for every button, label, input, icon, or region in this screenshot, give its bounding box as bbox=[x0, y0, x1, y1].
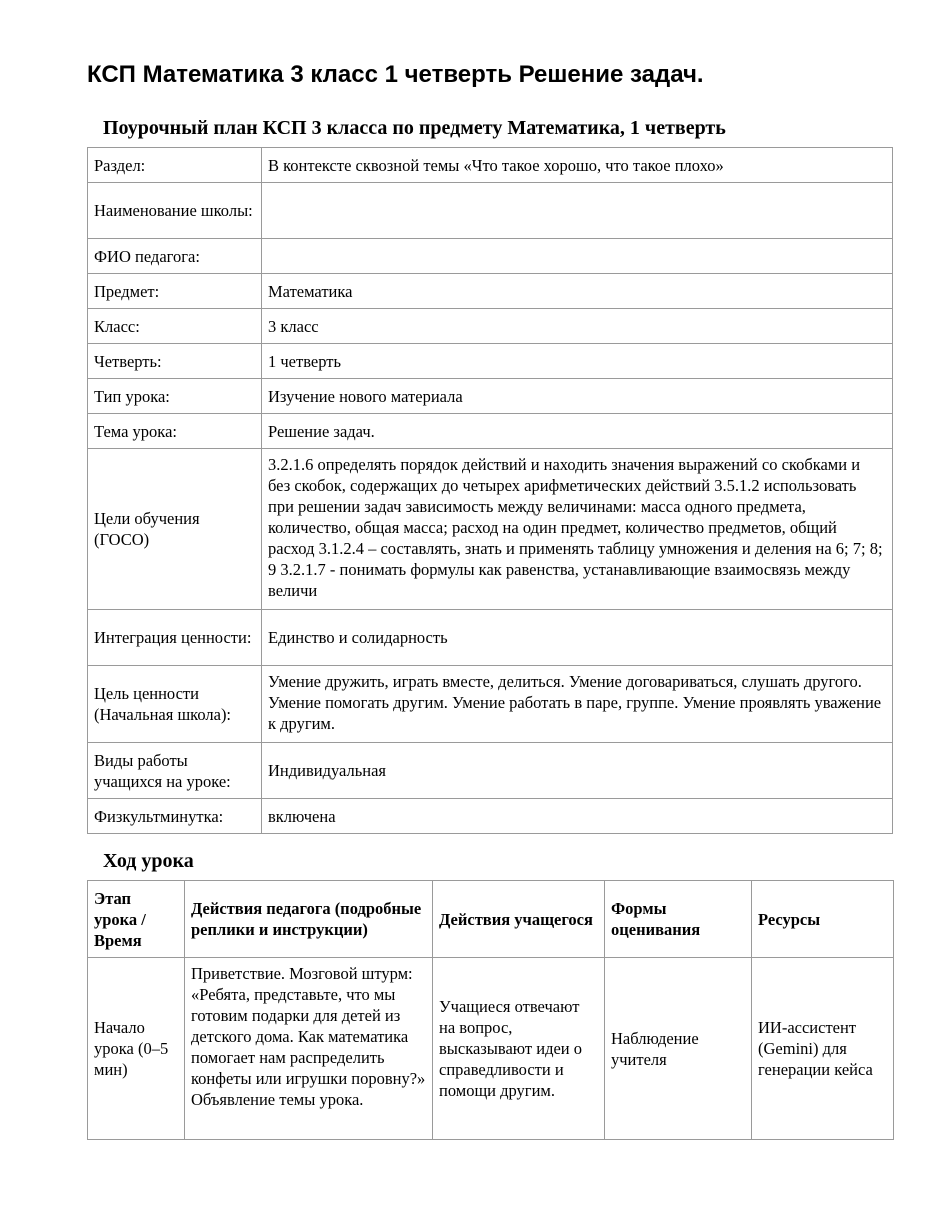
info-label: Класс: bbox=[88, 309, 262, 344]
table-row bbox=[88, 958, 894, 1140]
info-label: Цели обучения (ГОСО) bbox=[88, 449, 262, 610]
info-label: Физкультминутка: bbox=[88, 799, 262, 834]
info-row-quarter bbox=[88, 344, 893, 379]
info-row-teacher bbox=[88, 239, 893, 274]
teacher-actions-cell: Приветствие. Мозговой штурм: «Ребята, представьте, что мы готовим подарки для детей из детского дома. Как математика помогает нам распределить конфеты или игрушки поровну?» Объявление темы урока. bbox=[185, 958, 433, 1140]
column-header-teacher-actions: Действия педагога (подробные реплики и инструкции) bbox=[185, 881, 433, 958]
info-value: Индивидуальная bbox=[262, 743, 893, 799]
info-label: Четверть: bbox=[88, 344, 262, 379]
info-row-lesson-topic bbox=[88, 414, 893, 449]
student-actions-cell: Учащиеся отвечают на вопрос, высказывают идеи о справедливости и помощи другим. bbox=[433, 958, 605, 1140]
info-value: включена bbox=[262, 799, 893, 834]
info-value: Единство и солидарность bbox=[262, 610, 893, 666]
info-label: Виды работы учащихся на уроке: bbox=[88, 743, 262, 799]
plan-heading: Поурочный план КСП 3 класса по предмету Математика, 1 четверть bbox=[103, 117, 726, 139]
info-label: ФИО педагога: bbox=[88, 239, 262, 274]
info-label: Тема урока: bbox=[88, 414, 262, 449]
column-header-stage: Этап урока / Время bbox=[88, 881, 185, 958]
info-row-section bbox=[88, 148, 893, 183]
info-row-values-integration bbox=[88, 610, 893, 666]
info-value: Умение дружить, играть вместе, делиться. Умение договариваться, слушать другого. Умение помогать другим. Умение работать в паре, группе. Умение проявлять уважение к другим. bbox=[262, 666, 893, 743]
info-row-class bbox=[88, 309, 893, 344]
info-row-learning-goals bbox=[88, 449, 893, 610]
info-value: Решение задач. bbox=[262, 414, 893, 449]
info-label: Раздел: bbox=[88, 148, 262, 183]
info-value: В контексте сквозной темы «Что такое хорошо, что такое плохо» bbox=[262, 148, 893, 183]
column-header-student-actions: Действия учащегося bbox=[433, 881, 605, 958]
info-label: Интеграция ценности: bbox=[88, 610, 262, 666]
resources-cell: ИИ-ассистент (Gemini) для генерации кейса bbox=[752, 958, 894, 1140]
course-header-row bbox=[88, 881, 894, 958]
info-value: 3.2.1.6 определять порядок действий и находить значения выражений со скобками и без скобок, содержащих до четырех арифметических действий 3.5.1.2 использовать при решении задач зависимость между величинами: масса одного предмета, количество, общая масса; расход на один предмет, количество предметов, общий расход 3.1.2.4 – составлять, знать и применять таблицу умножения и деления на 6; 7; 8; 9 3.2.1.7 - понимать формулы как равенства, устанавливающие взаимосвязь между величи bbox=[262, 449, 893, 610]
assessment-cell: Наблюдение учителя bbox=[605, 958, 752, 1140]
info-row-value-goal bbox=[88, 666, 893, 743]
info-value bbox=[262, 239, 893, 274]
stage-cell: Начало урока (0–5 мин) bbox=[88, 958, 185, 1140]
info-label: Наименование школы: bbox=[88, 183, 262, 239]
info-row-work-types bbox=[88, 743, 893, 799]
info-value: Математика bbox=[262, 274, 893, 309]
course-heading: Ход урока bbox=[103, 850, 194, 872]
info-value bbox=[262, 183, 893, 239]
lesson-info-table bbox=[87, 147, 893, 834]
info-value: 1 четверть bbox=[262, 344, 893, 379]
column-header-resources: Ресурсы bbox=[752, 881, 894, 958]
info-row-school bbox=[88, 183, 893, 239]
info-row-lesson-type bbox=[88, 379, 893, 414]
document-title: КСП Математика 3 класс 1 четверть Решение задач. bbox=[87, 61, 704, 88]
info-label: Предмет: bbox=[88, 274, 262, 309]
info-value: 3 класс bbox=[262, 309, 893, 344]
column-header-assessment: Формы оценивания bbox=[605, 881, 752, 958]
info-label: Цель ценности (Начальная школа): bbox=[88, 666, 262, 743]
info-value: Изучение нового материала bbox=[262, 379, 893, 414]
info-row-subject bbox=[88, 274, 893, 309]
info-label: Тип урока: bbox=[88, 379, 262, 414]
lesson-course-table bbox=[87, 880, 894, 1140]
info-row-physical-break bbox=[88, 799, 893, 834]
